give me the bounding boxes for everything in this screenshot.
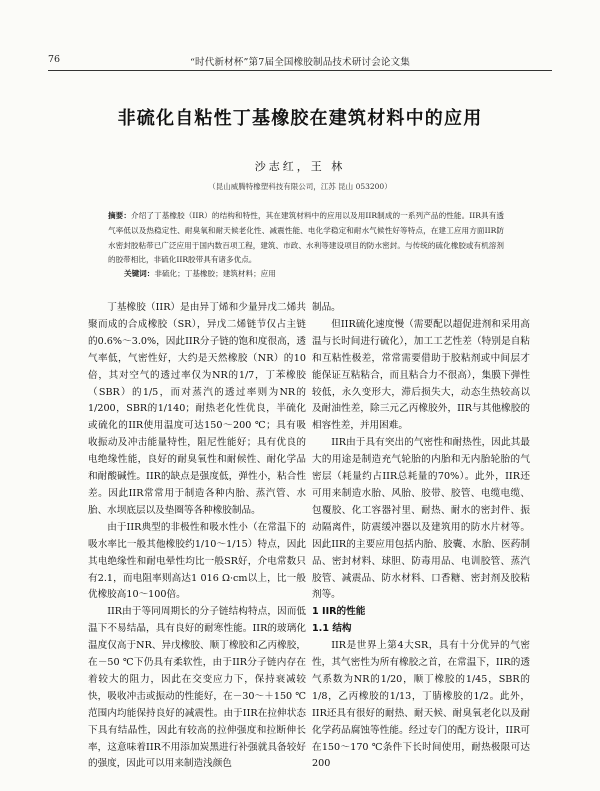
keywords-text: 非硫化；丁基橡胶；建筑材料；应用 (154, 269, 276, 278)
body-paragraph: IIR由于等同周期长的分子链结构特点，因而低温下不易结晶，具有良好的耐寒性能。IIR的玻璃化温度仅高于NR、异戊橡胶、顺丁橡胶和乙丙橡胶，在－50 ℃下仍具有柔软性，由于IIR分子链内存在着较大的阻力，因此在交变应力下，保持衰减较快，吸收冲击或振动的性能好，在－30～＋150 ℃范围内均能保持良好的减震性。由于IIR在拉伸状态下具有结晶性，因此有较高的拉伸强度和拉断伸长率，这意味着IIR不用添加炭黑进行补强就具备较好的强度，因此可以用来制造浅颜色 (88, 606, 306, 770)
running-header (48, 48, 552, 68)
header-rule (48, 70, 552, 71)
body-paragraph: IIR是世界上第4大SR，具有十分优异的气密性，其气密性为所有橡胶之首，在常温下，IIR的透气系数为NR的1/20，顺丁橡胶的1/45，SBR的1/8，乙丙橡胶的1/13，丁腈橡胶的1/2。此外，IIR还具有很好的耐热、耐天候、耐臭氧老化以及耐化学药品腐蚀等性能。经过专门的配方设计，IIR可在150～170 ℃条件下长时间使用，耐热极限可达200 (312, 640, 530, 770)
abstract-label: 摘要： (108, 211, 132, 220)
body-paragraph: 由于IIR典型的非极性和吸水性小（在常温下的吸水率比一般其他橡胶约1/10～1/15）特点，因此其电绝缘性和耐电晕性均比一般SR好，介电常数只有2.1，而电阻率则高达1 016 Ω·cm以上，比一般优橡胶高10～100倍。 (88, 521, 306, 601)
body-paragraph: 但IIR硫化速度慢（需要配以超促进剂和采用高温与长时间进行硫化），加工工艺性差（特别是自粘和互粘性极差，常常需要借助于胶粘剂或中间层才能保证互粘粘合，而且粘合力不很高），集膜下弹性较低，永久变形大，滞后损失大，动态生热较高以及耐油性差，除三元乙丙橡胶外，IIR与其他橡胶的相容性差，并用困难。 (312, 318, 530, 432)
page-number: 76 (48, 54, 61, 65)
paper-affiliation: （昆山威腾特橡塑科技有限公司，江苏 昆山 053200） (208, 182, 392, 191)
body-paragraph: IIR由于具有突出的气密性和耐热性，因此其最大的用途是制造充气轮胎的内胎和无内胎轮胎的气密层（耗量约占IIR总耗量的70%）。此外，IIR还可用来制造水胎、风胎、胶带、胶管、电缆电缆、包覆胶、化工容器衬里、耐热、耐水的密封件、振动隔离件，防震缓冲器以及建筑用的防水片材等。因此IIR的主要应用包括内胎、胶囊、水胎、医药制品、密封材料、球胆、防毒用品、电训胶管、蒸汽胶管、减震品、防水材料、口香糖、密封剂及胶粘剂等。 (312, 437, 530, 601)
left-column (88, 300, 306, 773)
abstract (108, 209, 504, 268)
right-column (312, 300, 530, 773)
body-paragraph: 丁基橡胶（IIR）是由异丁烯和少量异戊二烯共聚而成的合成橡胶（SR），异戊二烯链节仅占主链的0.6%～3.0%，因此IIR分子链的饱和度很高，透气率低，气密性好，大约是天然橡胶（NR）的10倍，其对空气的透过率仅为NR的1/7，丁苯橡胶（SBR）的1/5，而对蒸汽的透过率则为NR的1/200，SBR的1/140；耐热老化性优良，半硫化或硫化的IIR使用温度可达150～200 ℃；具有吸收振动及冲击能量特性，阻尼性能好；具有优良的电绝缘性能，良好的耐臭氧性和耐候性、耐化学品和耐酸碱性。IIR的缺点是强度低，弹性小，粘合性差。因此IIR常常用于制造各种内胎、蒸汽管、水胎、水坝底层以及垫圈等各种橡胶制品。 (88, 302, 306, 516)
subsection-heading: 1.1 结构 (312, 623, 352, 635)
paper-title: 非硫化自粘性丁基橡胶在建筑材料中的应用 (117, 108, 483, 129)
section-heading: 1 IIR的性能 (312, 606, 366, 618)
continued-text: 制品。 (312, 302, 341, 313)
running-title: “时代新材杯”第7届全国橡胶制品技术研讨会论文集 (189, 57, 411, 68)
keywords (124, 268, 504, 279)
abstract-text: 介绍了丁基橡胶（IIR）的结构和特性，其在建筑材料中的应用以及用IIR制成的一系列产品的性能。IIR具有透气率低以及热稳定性、耐臭氧和耐天候老化性、减震性能、电化学稳定和耐水气候性好等特点，在建工应用方面IIR防水密封胶粘带已广泛应用于国内数百项工程，建筑、市政、水利等建设项目的防水密封。与传统的硫化橡胶或有机溶剂的胶带相比，非硫化IIR胶带具有诸多优点。 (108, 211, 504, 265)
paper-authors: 沙志红，王 林 (254, 160, 346, 173)
keywords-label: 关键词： (124, 269, 155, 278)
